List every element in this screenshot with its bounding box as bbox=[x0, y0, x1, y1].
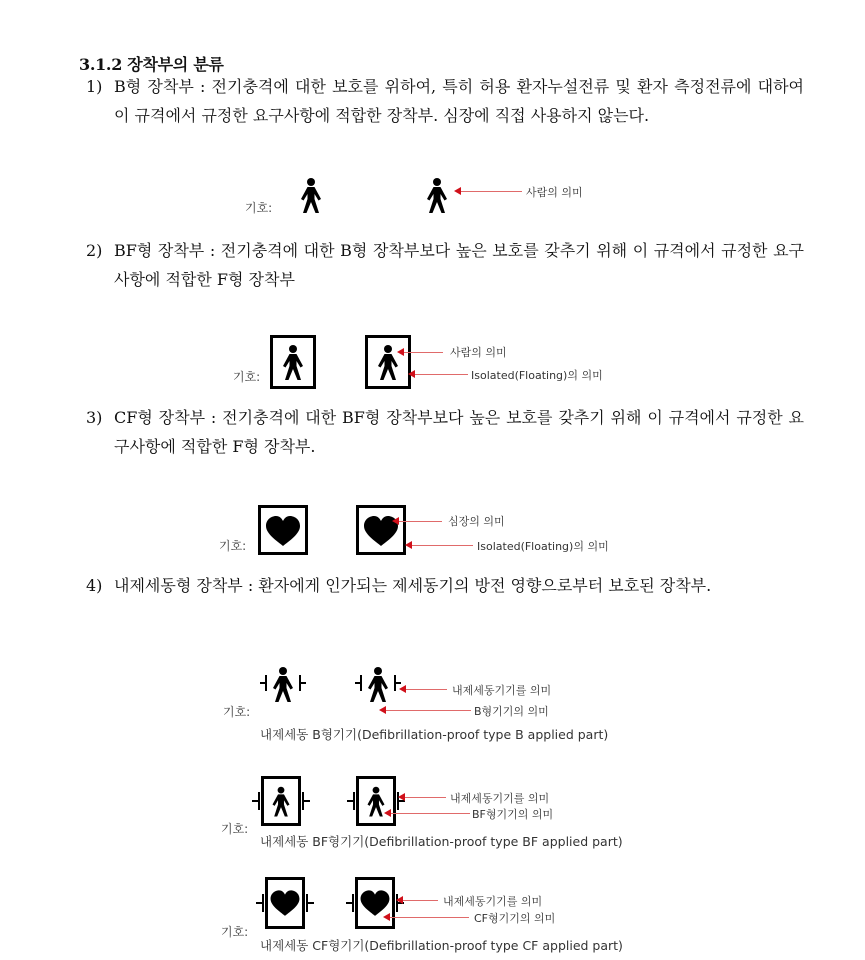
bf-type-person-icon bbox=[365, 335, 411, 389]
list-item-bf-type bbox=[86, 236, 804, 294]
item-number: 3) bbox=[86, 408, 103, 427]
annotation-note: 내제세동기기를 의미 bbox=[443, 895, 543, 908]
list-item-cf-type bbox=[86, 403, 804, 461]
defib-cf-type-icon bbox=[254, 877, 316, 929]
symbol-label: 기호: bbox=[245, 201, 273, 215]
item-text: B형 장착부 : 전기충격에 대한 보호를 위하여, 특히 허용 환자누설전류 및 환자 측정전류에 대하여 이 규격에서 규정한 요구사항에 적합한 장착부. 심장에 직접 사용하지 않는다. bbox=[114, 77, 804, 125]
symbol-label: 기호: bbox=[223, 705, 251, 719]
person-icon bbox=[422, 177, 452, 217]
red-arrow-icon bbox=[398, 521, 442, 522]
defib-bf-type-icon bbox=[345, 776, 407, 826]
defib-b-type-icon bbox=[353, 665, 403, 705]
symbol-label: 기호: bbox=[233, 370, 261, 384]
defib-bf-type-icon bbox=[250, 776, 312, 826]
red-arrow-icon bbox=[403, 352, 443, 353]
list-item-defibrillation-proof bbox=[86, 571, 804, 600]
item-text: CF형 장착부 : 전기충격에 대한 BF형 장착부보다 높은 보호를 갖추기 위해 이 규격에서 규정한 요구사항에 적합한 F형 장착부. bbox=[114, 408, 804, 456]
red-arrow-icon bbox=[404, 797, 446, 798]
annotation-note: 심장의 의미 bbox=[448, 515, 505, 528]
red-arrow-icon bbox=[460, 191, 522, 192]
cf-type-heart-icon bbox=[356, 505, 406, 555]
red-arrow-icon bbox=[414, 374, 468, 375]
annotation-note: 사람의 의미 bbox=[526, 186, 583, 199]
list-item-b-type bbox=[86, 72, 804, 130]
annotation-note: 내제세동기기를 의미 bbox=[452, 684, 552, 697]
red-arrow-icon bbox=[385, 710, 471, 711]
bf-type-person-icon bbox=[270, 335, 316, 389]
annotation-note: 사람의 의미 bbox=[450, 346, 507, 359]
symbol-label: 기호: bbox=[219, 539, 247, 553]
annotation-note: BF형기기의 의미 bbox=[472, 808, 554, 821]
symbol-caption: 내제세동 CF형기기(Defibrillation-proof type CF applied part) bbox=[260, 938, 623, 953]
item-number: 4) bbox=[86, 576, 103, 595]
person-icon bbox=[296, 177, 326, 217]
symbol-label: 기호: bbox=[221, 822, 249, 836]
annotation-note: 내제세동기기를 의미 bbox=[450, 792, 550, 805]
annotation-note: CF형기기의 의미 bbox=[474, 912, 556, 925]
red-arrow-icon bbox=[411, 545, 473, 546]
annotation-note: Isolated(Floating)의 의미 bbox=[471, 369, 603, 382]
symbol-caption: 내제세동 BF형기기(Defibrillation-proof type BF applied part) bbox=[260, 834, 623, 849]
item-text: BF형 장착부 : 전기충격에 대한 B형 장착부보다 높은 보호를 갖추기 위해 이 규격에서 규정한 요구사항에 적합한 F형 장착부 bbox=[114, 241, 804, 289]
symbol-label: 기호: bbox=[221, 925, 249, 939]
annotation-note: Isolated(Floating)의 의미 bbox=[477, 540, 609, 553]
red-arrow-icon bbox=[389, 917, 469, 918]
red-arrow-icon bbox=[402, 900, 438, 901]
section-heading: 3.1.2 장착부의 분류 bbox=[79, 55, 224, 74]
red-arrow-icon bbox=[390, 813, 470, 814]
symbol-caption: 내제세동 B형기기(Defibrillation-proof type B applied part) bbox=[260, 727, 609, 742]
item-number: 1) bbox=[86, 77, 103, 96]
red-arrow-icon bbox=[405, 689, 447, 690]
item-text: 내제세동형 장착부 : 환자에게 인가되는 제세동기의 방전 영향으로부터 보호된 장착부. bbox=[114, 576, 712, 595]
cf-type-heart-icon bbox=[258, 505, 308, 555]
item-number: 2) bbox=[86, 241, 103, 260]
annotation-note: B형기기의 의미 bbox=[474, 705, 549, 718]
defib-b-type-icon bbox=[258, 665, 308, 705]
